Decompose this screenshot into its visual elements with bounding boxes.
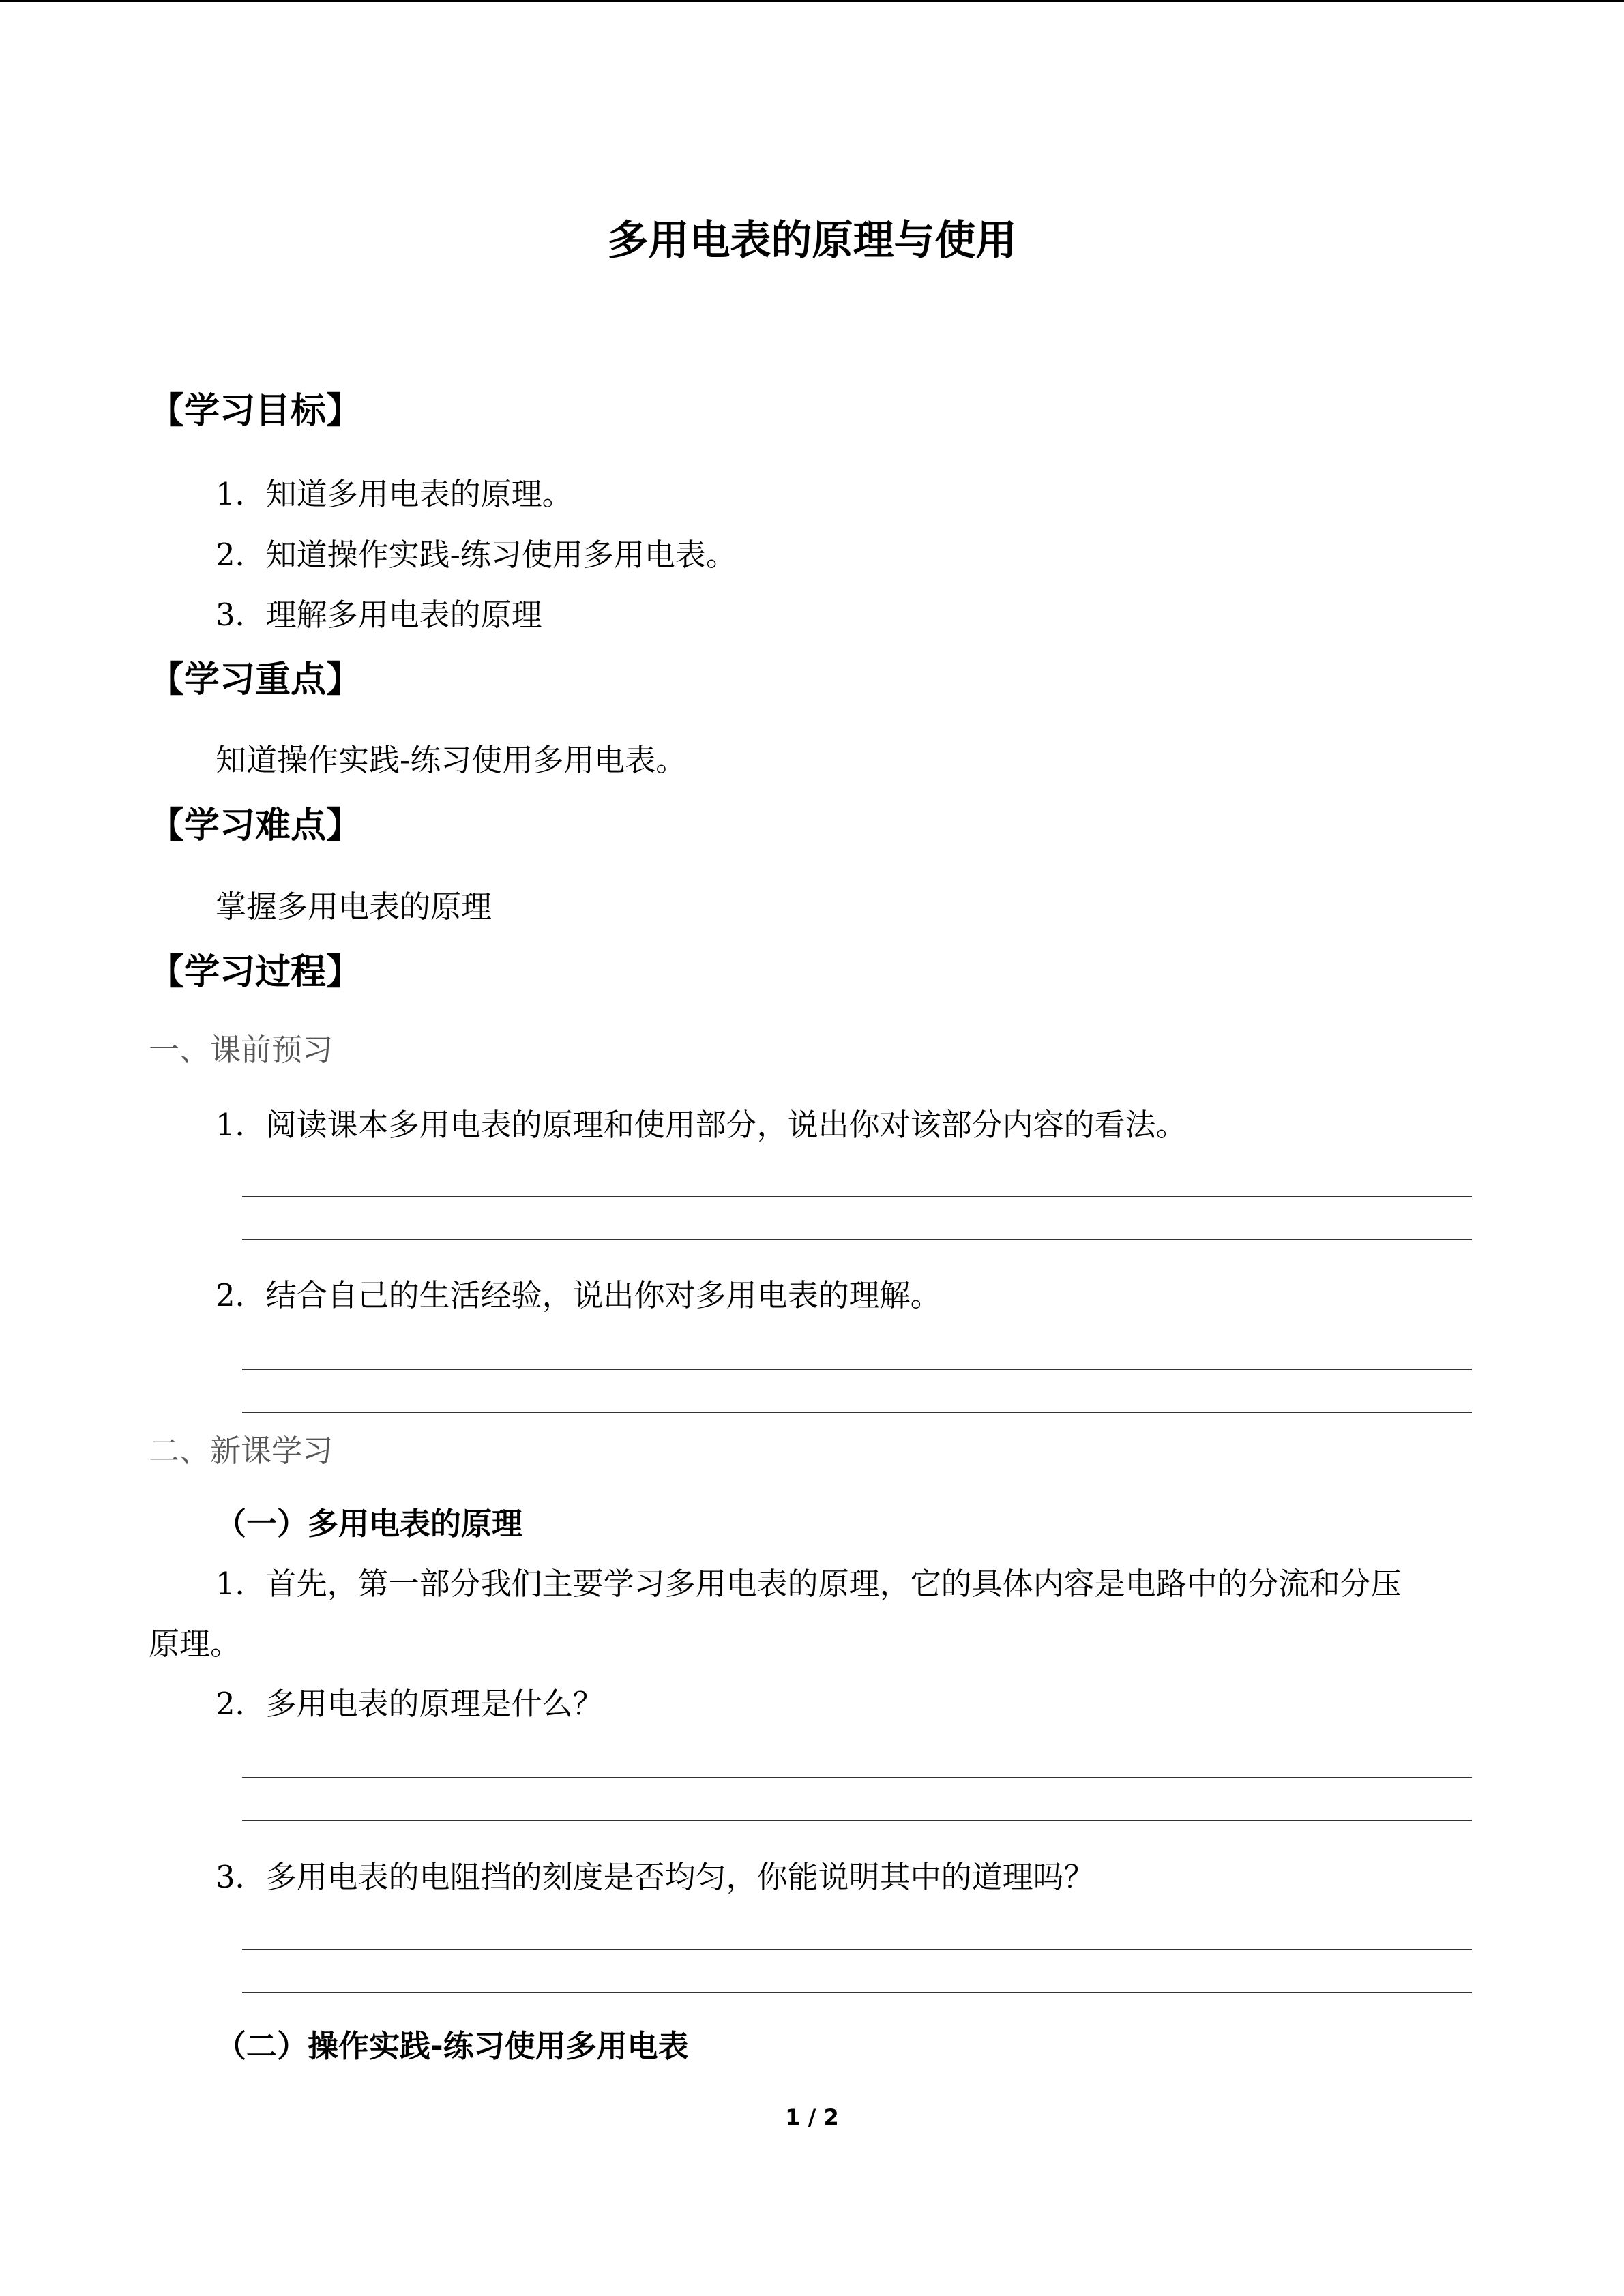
subsection-principle: （一）多用电表的原理 — [216, 1506, 523, 1542]
focus-text: 知道操作实践-练习使用多用电表。 — [216, 742, 687, 778]
goal-item-1: 1．知道多用电表的原理。 — [216, 476, 573, 512]
heading-learning-focus: 【学习重点】 — [149, 659, 362, 700]
answer-line — [242, 1992, 1472, 1993]
section-preview: 一、课前预习 — [149, 1032, 334, 1068]
answer-line — [242, 1777, 1472, 1778]
section-new-lesson: 二、新课学习 — [149, 1433, 334, 1469]
answer-line — [242, 1820, 1472, 1821]
goal-item-2: 2．知道操作实践-练习使用多用电表。 — [216, 537, 737, 573]
heading-learning-goals: 【学习目标】 — [149, 391, 362, 432]
principle-question-3: 3．多用电表的电阻挡的刻度是否均匀，你能说明其中的道理吗？ — [216, 1859, 1095, 1895]
principle-question-2: 2．多用电表的原理是什么？ — [216, 1686, 604, 1722]
top-border — [0, 0, 1624, 2]
answer-line — [242, 1196, 1472, 1197]
answer-line — [242, 1949, 1472, 1950]
answer-line — [242, 1239, 1472, 1240]
page-number: 1 / 2 — [785, 2104, 839, 2130]
principle-paragraph-line-1: 1．首先，第一部分我们主要学习多用电表的原理，它的具体内容是电路中的分流和分压 — [216, 1566, 1402, 1602]
heading-learning-process: 【学习过程】 — [149, 952, 362, 993]
heading-learning-difficulty: 【学习难点】 — [149, 805, 362, 846]
document-title: 多用电表的原理与使用 — [607, 217, 1017, 265]
principle-paragraph-line-2: 原理。 — [149, 1626, 241, 1662]
preview-question-2: 2．结合自己的生活经验，说出你对多用电表的理解。 — [216, 1277, 941, 1313]
subsection-practice: （二）操作实践-练习使用多用电表 — [216, 2028, 689, 2064]
difficulty-text: 掌握多用电表的原理 — [216, 889, 492, 925]
answer-line — [242, 1412, 1472, 1413]
answer-line — [242, 1369, 1472, 1370]
preview-question-1: 1．阅读课本多用电表的原理和使用部分，说出你对该部分内容的看法。 — [216, 1107, 1187, 1143]
goal-item-3: 3．理解多用电表的原理 — [216, 597, 542, 633]
